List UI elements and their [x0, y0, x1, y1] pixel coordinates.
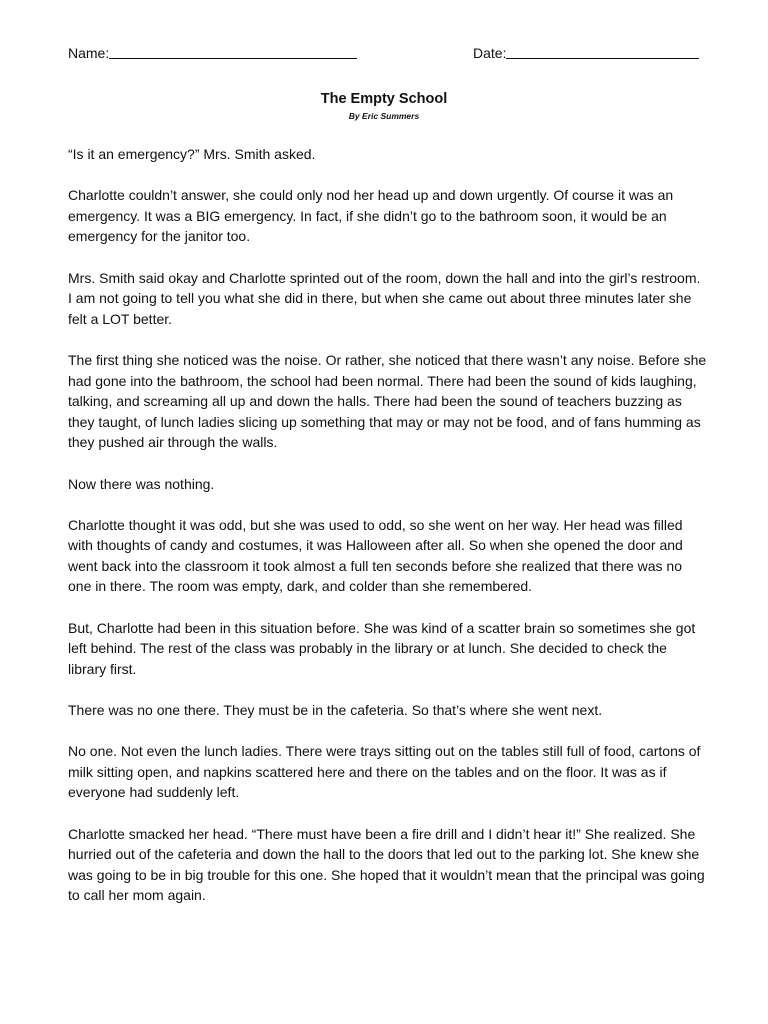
paragraph: Mrs. Smith said okay and Charlotte sprinted out of the room, down the hall and into the girl’s restroom. I am not going to tell you what she did in there, but when she came out about three minutes later she felt a LOT better. — [68, 269, 701, 327]
worksheet-header — [68, 44, 700, 64]
date-field — [473, 44, 699, 61]
paragraph: But, Charlotte had been in this situation before. She was kind of a scatter brain so sometimes she got left behind. The rest of the class was probably in the library or at lunch. She decided to check the library first. — [68, 619, 696, 677]
name-label: Name: — [68, 45, 110, 61]
story-title: The Empty School — [320, 91, 448, 107]
paragraph: “Is it an emergency?” Mrs. Smith asked. — [68, 146, 316, 162]
paragraph: Charlotte couldn’t answer, she could only nod her head up and down urgently. Of course it was an emergency. It was a BIG emergency. In fact, if she didn’t go to the bathroom soon, it would be an emergency for the janitor too. — [68, 187, 674, 245]
paragraph: Charlotte smacked her head. “There must have been a fire drill and I didn’t hear it!” She realized. She hurried out of the cafeteria and down the hall to the doors that led out to the parking lot. She knew she was going to be in big trouble for this one. She hoped that it wouldn’t mean that the principal was going to call her mom again. — [68, 825, 705, 904]
date-blank-line[interactable] — [506, 44, 699, 59]
date-label: Date: — [473, 45, 507, 61]
name-blank-line[interactable] — [109, 44, 357, 59]
paragraph: Charlotte thought it was odd, but she was used to odd, so she went on her way. Her head was filled with thoughts of candy and costumes, it was Halloween after all. So when she opened the door and went back into the classroom it took almost a full ten seconds before she realized that there was no one in there. The room was empty, dark, and colder than she remembered. — [68, 516, 683, 595]
name-field — [68, 44, 357, 61]
paragraph: The first thing she noticed was the noise. Or rather, she noticed that there wasn’t any noise. Before she had gone into the bathroom, the school had been normal. There had been the sound of kids laughing, talking, and screaming all up and down the halls. There had been the sound of teachers buzzing as they taught, of lunch ladies slicing up something that may or may not be food, and of fans humming as they pushed air through the walls. — [68, 351, 707, 451]
paragraph: There was no one there. They must be in the cafeteria. So that’s where she went next. — [68, 702, 603, 719]
story-body — [68, 144, 708, 927]
paragraph: No one. Not even the lunch ladies. There were trays sitting out on the tables still full of food, cartons of milk sitting open, and napkins scattered here and there on the tables and on the floor. It was as if everyone had suddenly left. — [68, 743, 701, 801]
paragraph: Now there was nothing. — [68, 475, 215, 492]
story-byline: By Eric Summers — [348, 111, 420, 121]
